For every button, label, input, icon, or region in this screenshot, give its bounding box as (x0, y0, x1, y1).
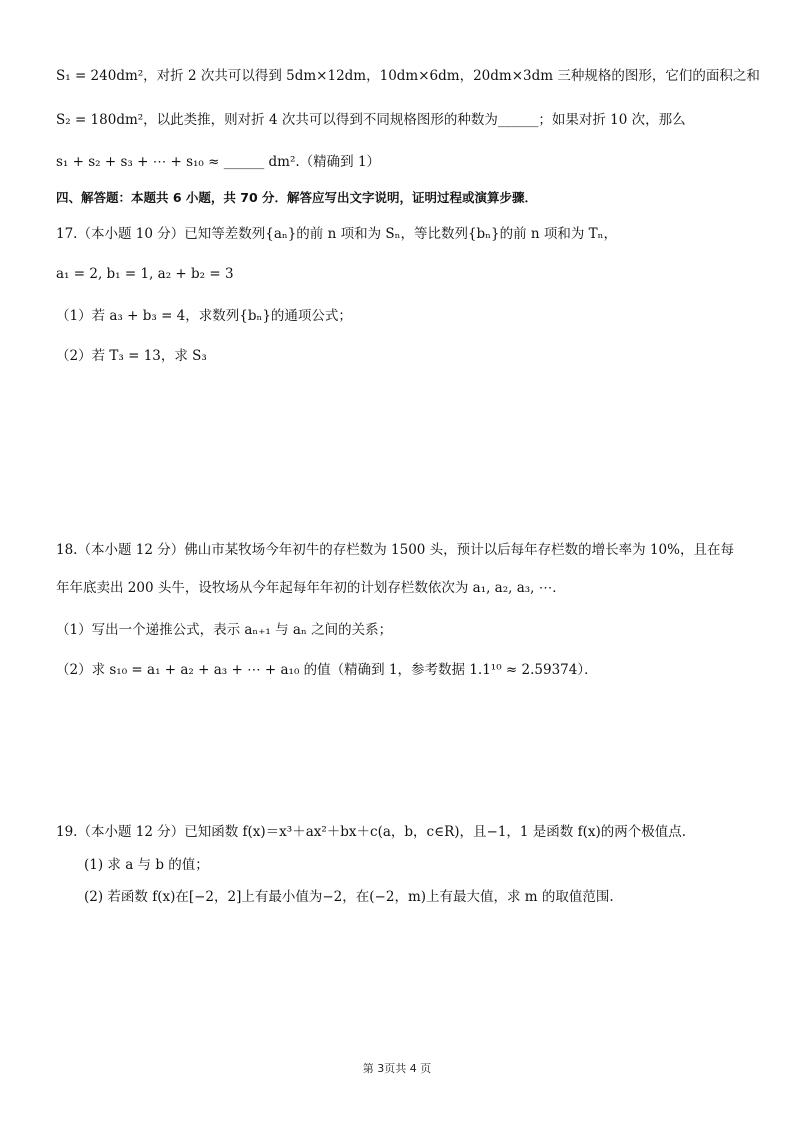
problem-18-part-2: （2）求 s₁₀ = a₁ + a₂ + a₃ + ⋯ + a₁₀ 的值（精确到 1，参考数据 1.1¹⁰ ≈ 2.59374）． (56, 662, 598, 678)
problem-16-text-line-3: s₁ + s₂ + s₃ + ⋯ + s₁₀ ≈ ______ dm².（精确到 1） (56, 154, 381, 170)
problem-18-stem-line-1: 18.（本小题 12 分）佛山市某牧场今年初牛的存栏数为 1500 头，预计以后每年存栏数的增长率为 10%，且在每 (56, 542, 734, 558)
problem-19-stem: 19.（本小题 12 分）已知函数 f(x)＝x³＋ax²＋bx＋c(a，b，c∈R)，且−1，1 是函数 f(x)的两个极值点. (56, 824, 687, 840)
page-footer: 第 3页共 4 页 (362, 1062, 432, 1075)
problem-17-conditions: a₁ = 2, b₁ = 1, a₂ + b₂ = 3 (56, 266, 234, 282)
problem-17-part-2: （2）若 T₃ = 13，求 S₃ (56, 348, 207, 364)
problem-16-text-line-2: S₂ = 180dm²，以此类推，则对折 4 次共可以得到不同规格图形的种数为______；如果对折 10 次，那么 (56, 112, 686, 128)
problem-17-stem: 17.（本小题 10 分）已知等差数列{aₙ}的前 n 项和为 Sₙ，等比数列{bₙ}的前 n 项和为 Tₙ， (56, 226, 618, 242)
problem-19-part-1: (1) 求 a 与 b 的值； (84, 857, 209, 873)
problem-19-part-2: (2) 若函数 f(x)在[−2，2]上有最小值为−2，在(−2，m)上有最大值，求 m 的取值范围. (84, 889, 614, 905)
problem-18-part-1: （1）写出一个递推公式，表示 aₙ₊₁ 与 aₙ 之间的关系； (56, 622, 393, 638)
section-4-heading: 四、解答题：本题共 6 小题，共 70 分．解答应写出文字说明，证明过程或演算步骤． (56, 190, 538, 205)
problem-18-stem-line-2: 年年底卖出 200 头牛，设牧场从今年起每年年初的计划存栏数依次为 a₁, a₂, a₃, ⋯． (56, 580, 566, 596)
problem-16-text-line-1: S₁ = 240dm²，对折 2 次共可以得到 5dm×12dm，10dm×6dm，20dm×3dm 三种规格的图形，它们的面积之和 (56, 68, 760, 84)
problem-17-part-1: （1）若 a₃ + b₃ = 4，求数列{bₙ}的通项公式； (56, 308, 352, 324)
